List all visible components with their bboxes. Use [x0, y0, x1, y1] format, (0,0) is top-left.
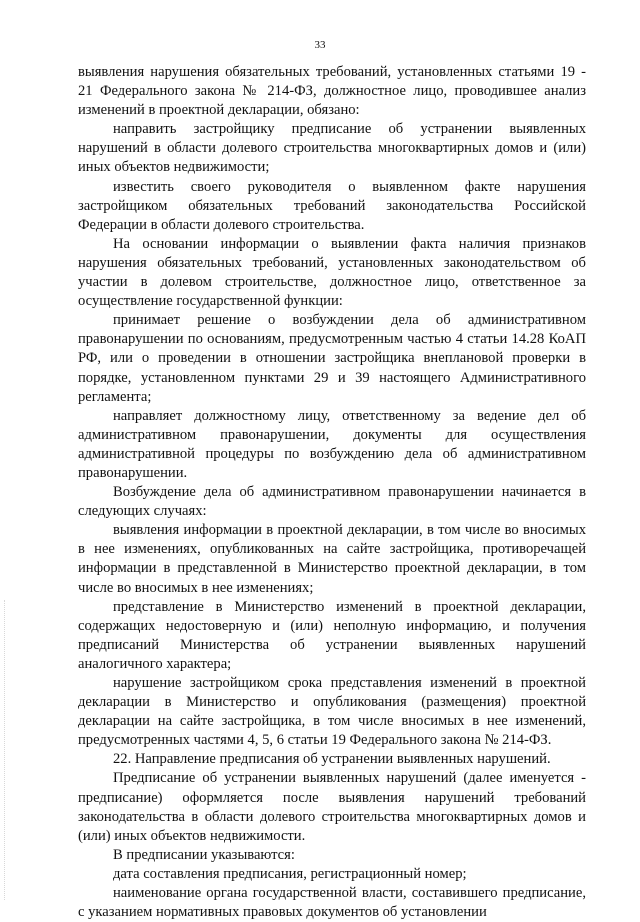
scan-margin-marks: [4, 600, 11, 900]
paragraph: На основании информации о выявлении факта наличия признаков нарушения обязательных требований, установленных законодательством об участии в долевом строительстве, должностное лицо, ответственное за осуществление государственной функции:: [78, 235, 586, 310]
document-body: [78, 63, 586, 922]
paragraph: нарушение застройщиком срока представления изменений в проектной декларации в Министерство и опубликования (размещения) проектной декларации на сайте застройщика, в том числе вносимых в нее изменений, предусмотренных частями 4, 5, 6 статьи 19 Федерального закона № 214-ФЗ.: [78, 675, 586, 749]
paragraph: В предписании указываются:: [113, 846, 295, 863]
paragraph: известить своего руководителя о выявленном факте нарушения застройщиком обязательных требований законодательства Российской Федерации в области долевого строительства.: [78, 178, 586, 233]
paragraph: принимает решение о возбуждении дела об административном правонарушении по основаниям, предусмотренным частью 4 статьи 14.28 КоАП РФ, или о проведении в отношении застройщика внеплановой проверки в порядке, установленном пунктами 29 и 39 настоящего Административного регламента;: [78, 312, 586, 405]
paragraph: Возбуждение дела об административном правонарушении начинается в следующих случаях:: [78, 484, 586, 520]
paragraph: направить застройщику предписание об устранении выявленных нарушений в области долевого строительства многоквартирных домов и (или) иных объектов недвижимости;: [78, 121, 586, 176]
page-number: 33: [314, 39, 326, 51]
paragraph: направляет должностному лицу, ответственному за ведение дел об административном правонарушении, документы для осуществления административной процедуры по возбуждению дела об административном правонарушении.: [78, 407, 586, 481]
paragraph: выявления нарушения обязательных требований, установленных статьями 19 - 21 Федерального закона № 214-ФЗ, должностное лицо, проводившее анализ изменений в проектной декларации, обязано:: [78, 64, 586, 119]
paragraph: представление в Министерство изменений в проектной декларации, содержащих недостоверную и (или) неполную информацию, и получения предписаний Министерства об устранении выявленных нарушений аналогичного характера;: [78, 598, 586, 672]
paragraph: наименование органа государственной власти, составившего предписание, с указанием нормативных правовых документов об установлении: [78, 885, 586, 921]
paragraph: Предписание об устранении выявленных нарушений (далее именуется - предписание) оформляется после выявления нарушений требований законодательства в области долевого строительства многоквартирных домов и (или) иных объектов недвижимости.: [78, 770, 586, 844]
paragraph: дата составления предписания, регистрационный номер;: [113, 865, 467, 882]
paragraph: выявления информации в проектной декларации, в том числе во вносимых в нее изменениях, опубликованных на сайте застройщика, противоречащей информации в представленной в Министерство проектной декларации, в том числе во вносимых в нее изменениях;: [78, 522, 586, 596]
section-heading: 22. Направление предписания об устранении выявленных нарушений.: [113, 751, 551, 768]
